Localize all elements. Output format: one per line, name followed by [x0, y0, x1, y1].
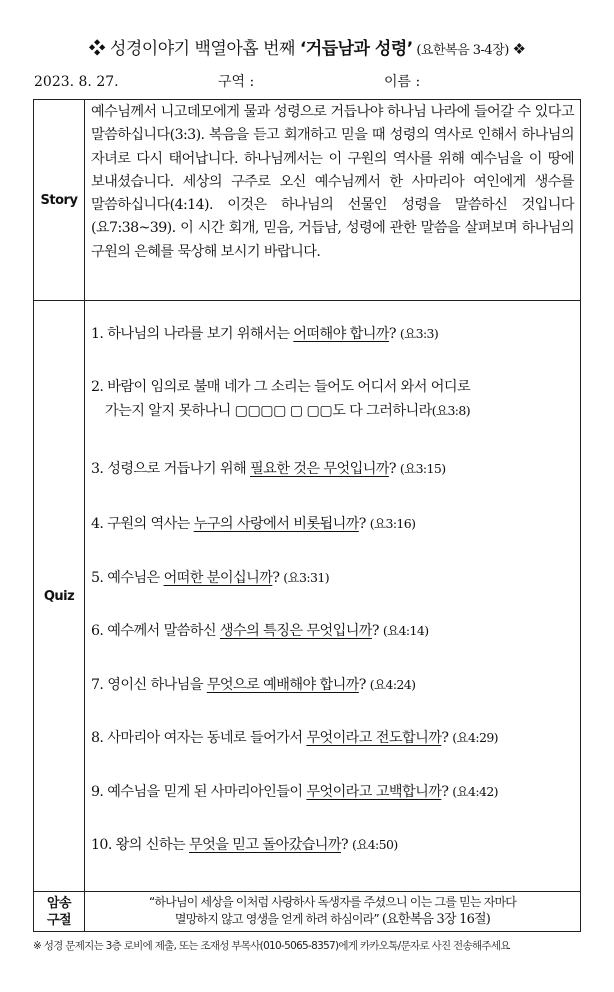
memory-label: 암송 구절	[34, 892, 85, 932]
quiz-label: Quiz	[34, 301, 85, 892]
submission-footnote: ※ 성경 문제지는 3층 로비에 제출, 또는 조재성 부목사(010-5065-8357)에게 카카오톡/문자로 사진 전송해주세요	[33, 940, 510, 952]
quiz-question-2: 2. 바람이 임의로 불매 네가 그 소리는 들어도 어디서 와서 어디로 가는지 알지 못하나니 ▢▢▢▢ ▢ ▢▢도 다 그러하니라(요3:8)	[91, 379, 471, 419]
quiz-question-9: 9. 예수님을 믿게 된 사마리아인들이 무엇이라고 고백합니까? (요4:42)	[91, 784, 498, 800]
story-row	[34, 100, 581, 301]
quiz-cell	[85, 301, 581, 892]
memory-verse: “하나님이 세상을 이처럼 사랑하사 독생자를 주셨으니 이는 그를 믿는 자마다 멸망하지 않고 영생을 얻게 하려 하심이라” (요한복음 3장 16절)	[148, 895, 517, 927]
quiz-question-5: 5. 예수님은 어떠한 분이십니까? (요3:31)	[91, 570, 329, 586]
quiz-question-6: 6. 예수께서 말씀하신 생수의 특징은 무엇입니까? (요4:14)	[91, 623, 429, 639]
quiz-question-1: 1. 하나님의 나라를 보기 위해서는 어떠해야 합니까? (요3:3)	[91, 326, 439, 342]
quiz-question-10: 10. 왕의 신하는 무엇을 믿고 돌아갔습니까? (요4:50)	[91, 837, 398, 853]
quiz-row	[34, 301, 581, 892]
memory-row	[34, 892, 581, 932]
quiz-question-7: 7. 영이신 하나님을 무엇으로 예배해야 합니까? (요4:24)	[91, 677, 416, 693]
name-label: 이름 :	[384, 74, 421, 90]
quiz-question-4: 4. 구원의 역사는 누구의 사랑에서 비롯됩니까? (요3:16)	[91, 516, 416, 532]
quiz-question-8: 8. 사마리아 여자는 동네로 들어가서 무엇이라고 전도합니까? (요4:29)	[91, 730, 498, 746]
diamond-mark-icon: ❖	[512, 40, 526, 58]
date-text: 2023. 8. 27.	[34, 74, 119, 90]
story-cell	[85, 100, 581, 301]
memory-cell	[85, 892, 581, 932]
story-text: 예수님께서 니고데모에게 물과 성령으로 거듭나야 하나님 나라에 들어갈 수 있다고 말씀하십니다(3:3). 복음을 듣고 회개하고 믿을 때 성령의 역사로 인해서 하나님의 자녀로 다시 태어납니다. 하나님께서는 이 구원의 역사를 위해 예수님을 이 땅에 보내셨습니다. 세상의 구주로 오신 예수님께서 한 사마리아 여인에게 생수를 말씀하십니다(4:14). 이것은 하나님의 선물인 성령을 말씀하신 것입니다(요7:38~39). 이 시간 회개, 믿음, 거듭남, 성령에 관한 말씀을 살펴보며 하나님의 구원의 은혜를 묵상해 보시기 바랍니다.	[91, 104, 574, 260]
worksheet-table	[33, 99, 581, 932]
meta-row	[0, 71, 614, 93]
story-label: Story	[34, 100, 85, 301]
title-main: ‘거듭남과 성령’	[299, 39, 413, 59]
title-prefix: ❖ 성경이야기 백열아홉 번째	[88, 39, 300, 59]
worksheet-title	[0, 38, 614, 62]
title-scripture-ref: (요한복음 3-4장)	[412, 43, 513, 58]
quiz-question-3: 3. 성령으로 거듭나기 위해 필요한 것은 무엇입니까? (요3:15)	[91, 461, 446, 477]
area-label: 구역 :	[218, 74, 255, 90]
